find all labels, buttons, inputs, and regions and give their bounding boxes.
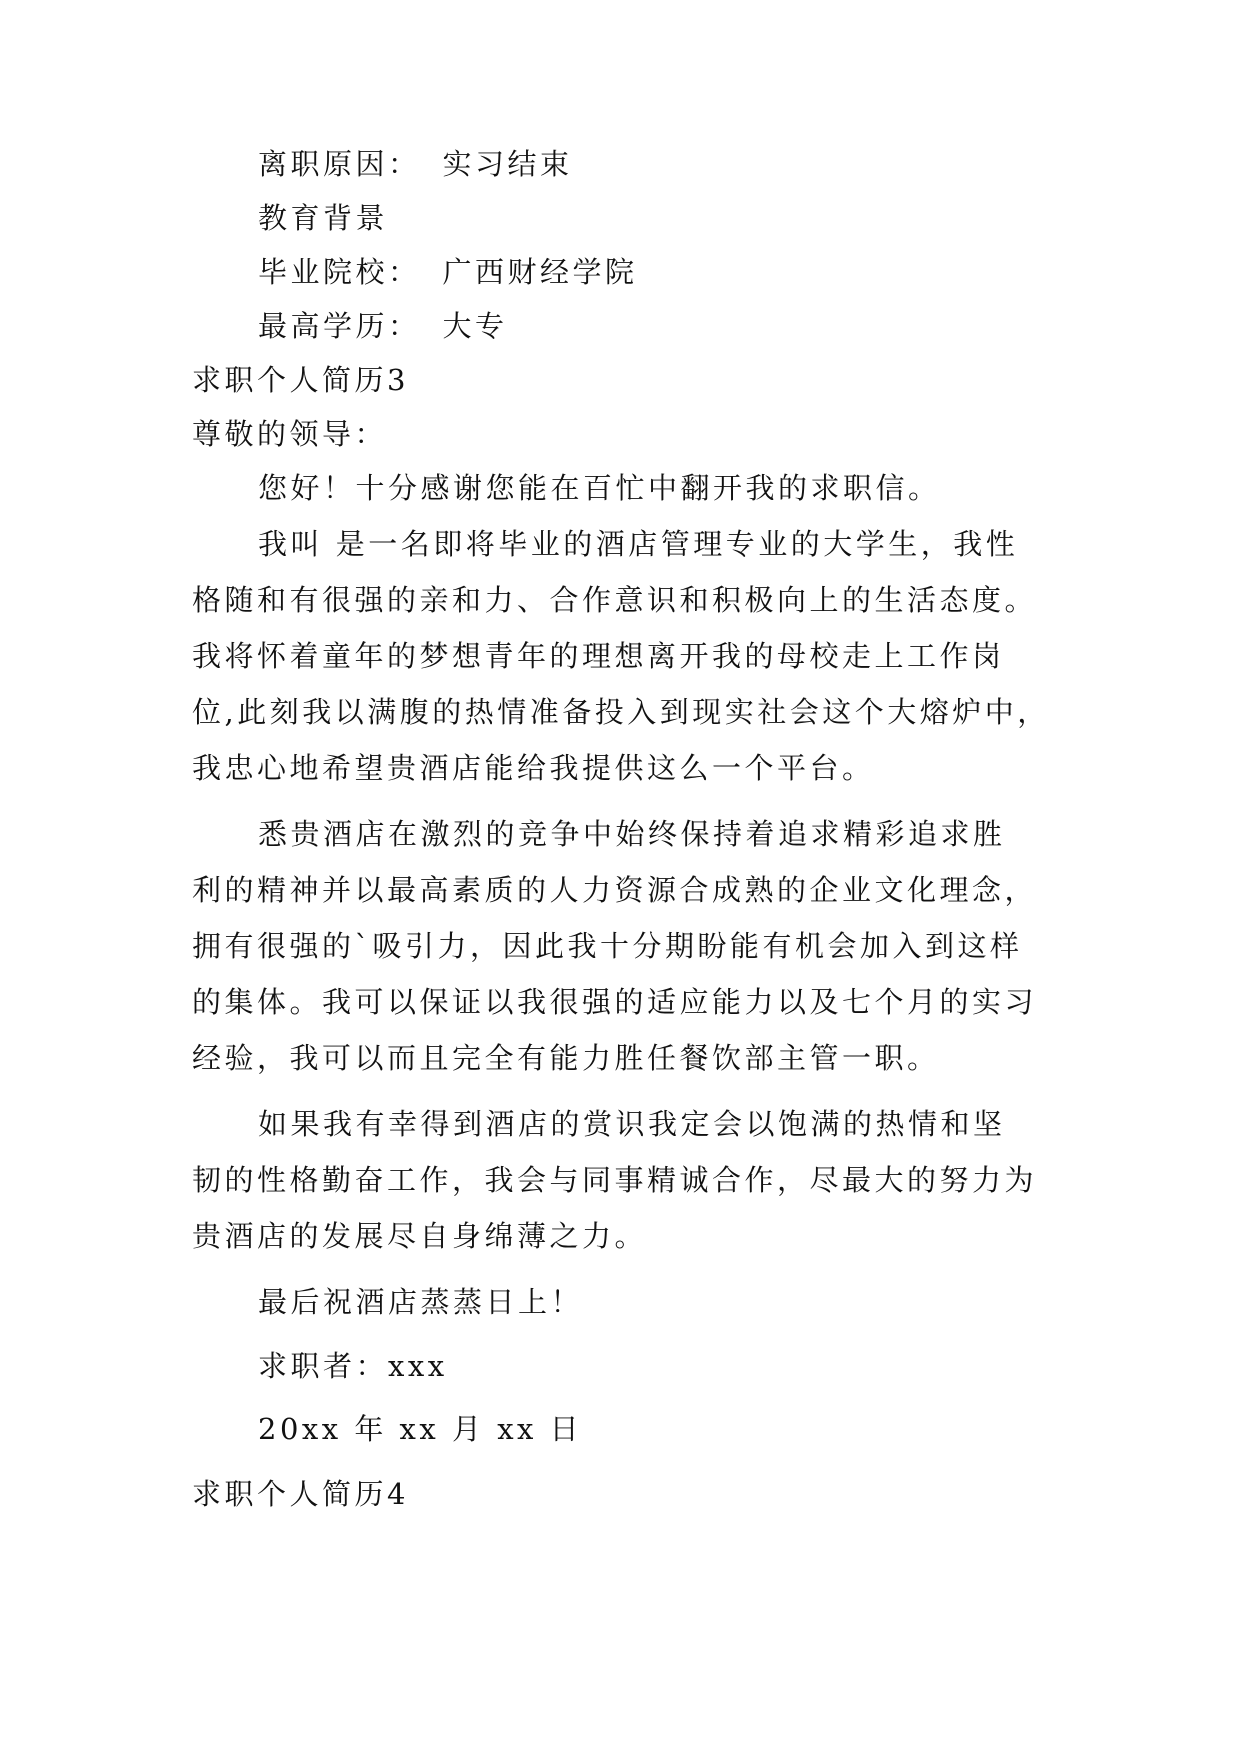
- degree-line: [0, 302, 1241, 350]
- school-label: 毕业院校：: [258, 255, 421, 289]
- paragraph-2-line: 的集体。我可以保证以我很强的适应能力以及七个月的实习: [192, 985, 1038, 1019]
- paragraph-3-line: 如果我有幸得到酒店的赏识我定会以饱满的热情和坚: [258, 1107, 1006, 1141]
- leave-reason-line: [0, 140, 1241, 188]
- resume-title-3: 求职个人简历3: [192, 363, 409, 397]
- paragraph-1-line: 我将怀着童年的梦想青年的理想离开我的母校走上工作岗: [192, 639, 1005, 673]
- closing: 最后祝酒店蒸蒸日上！: [258, 1285, 584, 1319]
- paragraph-3-line: 韧的性格勤奋工作，我会与同事精诚合作，尽最大的努力为: [192, 1163, 1038, 1197]
- paragraph-2-line: 经验，我可以而且完全有能力胜任餐饮部主管一职。: [192, 1041, 940, 1075]
- paragraph-2-line: 利的精神并以最高素质的人力资源合成熟的企业文化理念，: [192, 873, 1038, 907]
- resume-title-4: 求职个人简历4: [192, 1477, 409, 1511]
- paragraph-2-line: 拥有很强的`吸引力，因此我十分期盼能有机会加入到这样: [192, 929, 1023, 963]
- date: 20xx 年 xx 月 xx 日: [258, 1412, 583, 1446]
- education-heading: 教育背景: [258, 201, 389, 235]
- paragraph-1-line: 我忠心地希望贵酒店能给我提供这么一个平台。: [192, 751, 875, 785]
- paragraph-2-line: 悉贵酒店在激烈的竞争中始终保持着追求精彩追求胜: [258, 817, 1006, 851]
- paragraph-1-line: 格随和有很强的亲和力、合作意识和积极向上的生活态度。: [192, 583, 1038, 617]
- paragraph-3-line: 贵酒店的发展尽自身绵薄之力。: [192, 1219, 648, 1253]
- paragraph-1-line: 位,此刻我以满腹的热情准备投入到现实社会这个大熔炉中，: [192, 695, 1050, 729]
- greeting: 您好！十分感谢您能在百忙中翻开我的求职信。: [258, 471, 941, 505]
- school-line: [0, 248, 1241, 296]
- leave-reason-label: 离职原因：: [258, 147, 421, 181]
- degree-value: 大专: [442, 309, 508, 343]
- signature: 求职者：xxx: [258, 1349, 448, 1383]
- degree-label: 最高学历：: [258, 309, 421, 343]
- school-value: 广西财经学院: [442, 255, 638, 289]
- leave-reason-value: 实习结束: [442, 147, 573, 181]
- paragraph-1-line: 我叫 是一名即将毕业的酒店管理专业的大学生，我性: [258, 527, 1019, 561]
- salutation: 尊敬的领导：: [192, 417, 388, 451]
